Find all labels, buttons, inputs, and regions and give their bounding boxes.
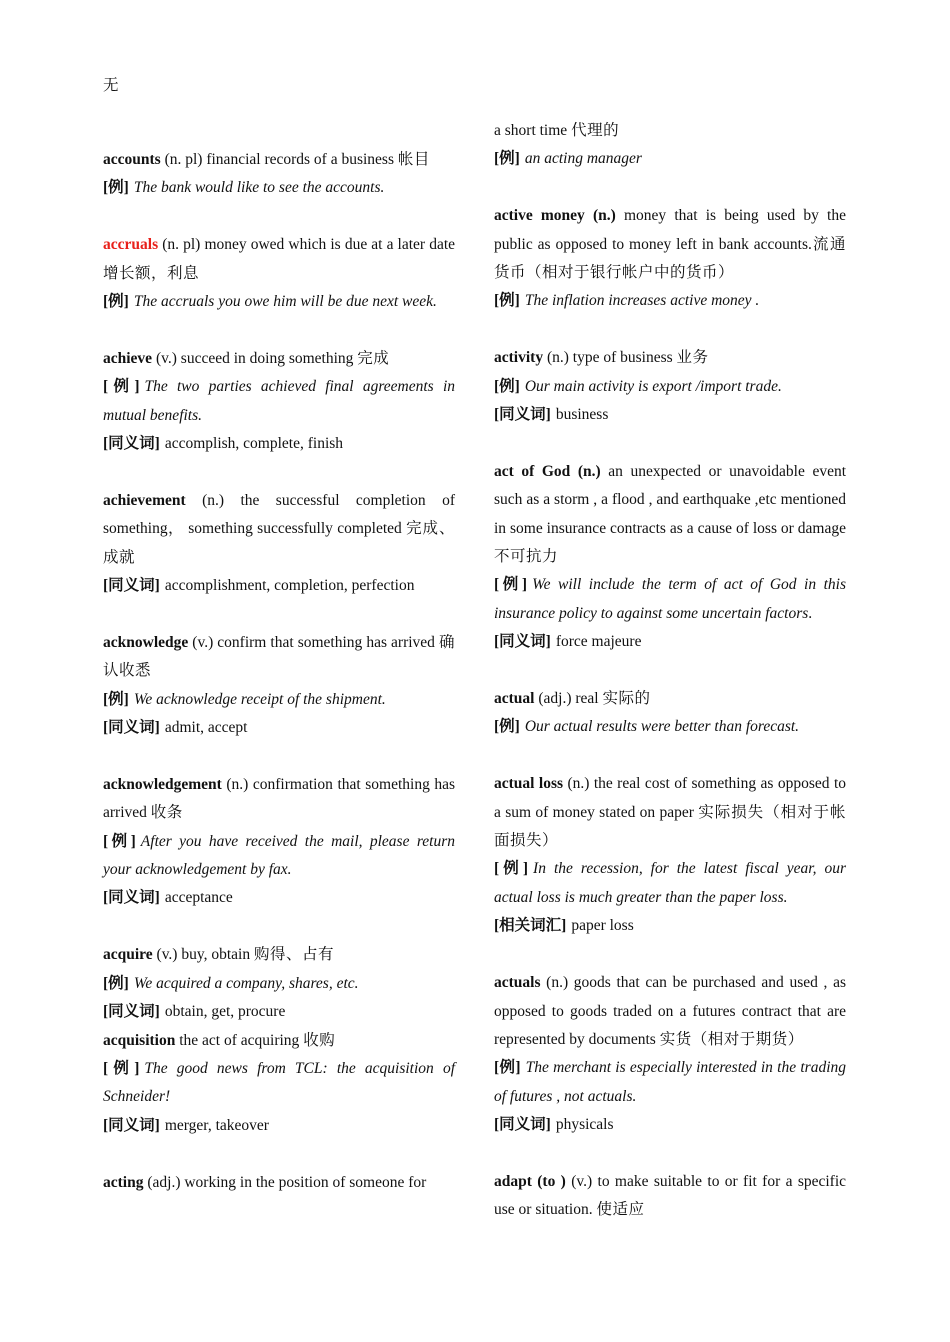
entry-synonyms: physicals xyxy=(555,1116,614,1134)
entry-pos: (v.) xyxy=(192,633,214,651)
entry-term: acting xyxy=(103,1173,144,1191)
synonym-label: [同义词] xyxy=(103,577,160,595)
entry-term: acquisition xyxy=(103,1031,176,1049)
entry-chinese: 增长额，利息 xyxy=(103,264,200,282)
entry-example: Our actual results were better than forecast. xyxy=(524,718,800,736)
entry-definition: confirm that something has arrived xyxy=(217,633,435,651)
entry-example: The good news from TCL: the acquisition of Schneider! xyxy=(103,1059,455,1106)
example-label: [例] xyxy=(494,150,520,168)
entry-chinese: 使适应 xyxy=(596,1201,645,1219)
example-label: [例] xyxy=(103,974,129,992)
entry-synonyms: force majeure xyxy=(555,633,642,651)
entry-term: activity xyxy=(494,349,544,367)
example-label: [例] xyxy=(103,832,136,850)
related-label: [相关词汇] xyxy=(494,917,567,935)
entry-example: After you have received the mail, please return your acknowledgement by fax. xyxy=(103,832,455,879)
entry-example: The merchant is especially interested in the trading of futures , not actuals. xyxy=(494,1059,846,1105)
entry-term: active money (n.) xyxy=(494,207,616,225)
right-column xyxy=(494,117,846,1225)
synonym-label: [同义词] xyxy=(103,719,160,737)
entry-pos: (n.) xyxy=(546,974,569,992)
example-label: [例] xyxy=(103,378,140,396)
entry-definition: confirmation that something has arrived xyxy=(103,775,456,822)
entry-definition: financial records of a business xyxy=(206,151,395,168)
entry-chinese: 收购 xyxy=(303,1031,336,1049)
example-label: [例] xyxy=(494,377,520,395)
entry-pos: (adj.) xyxy=(538,690,572,708)
entry-chinese: 实际的 xyxy=(602,690,651,708)
entry-term: achievement xyxy=(103,491,186,509)
entry-synonyms: admit, accept xyxy=(164,719,248,737)
entry-definition: buy, obtain xyxy=(181,946,251,964)
entry-accounts xyxy=(103,146,455,203)
entry-acknowledgement xyxy=(103,771,455,913)
entry-term: achieve xyxy=(103,349,153,367)
entry-pos: (n.) xyxy=(567,775,590,793)
entry-synonyms: merger, takeover xyxy=(164,1116,269,1134)
entry-example: The two parties achieved final agreements in mutual benefits. xyxy=(103,378,455,424)
entry-related-terms: paper loss xyxy=(571,917,634,935)
entry-chinese: 完成 xyxy=(357,349,390,367)
left-column xyxy=(103,0,455,1197)
entry-chinese: 流通货币（相对于银行帐户中的货币） xyxy=(494,235,846,282)
entry-term: actual loss xyxy=(494,775,564,793)
synonym-label: [同义词] xyxy=(494,406,551,424)
entry-chinese: 购得、占有 xyxy=(253,946,334,964)
entry-term: acknowledgement xyxy=(103,775,222,793)
entry-pos: (n.) xyxy=(202,491,225,509)
entry-definition: money that is being used by the public as opposed to money left in bank accounts. xyxy=(494,207,846,253)
example-label: [例] xyxy=(494,576,528,594)
synonym-label: [同义词] xyxy=(103,435,160,453)
entry-term: accounts xyxy=(103,151,161,168)
entry-chinese: 完成、成就 xyxy=(103,520,455,566)
entry-chinese: 代理的 xyxy=(571,122,620,139)
entry-chinese: 帐目 xyxy=(397,151,430,168)
entry-pos: (adj.) xyxy=(147,1173,181,1191)
entry-term-highlighted: accruals xyxy=(103,236,159,254)
entry-chinese: 业务 xyxy=(676,349,709,367)
entry-chinese: 确认收悉 xyxy=(103,633,455,680)
entry-acting-continued xyxy=(494,117,846,174)
entry-synonyms: accomplishment, completion, perfection xyxy=(164,577,415,595)
entry-term: acquire xyxy=(103,946,153,964)
entry-pos: (n. pl) xyxy=(162,236,201,254)
entry-definition: real xyxy=(575,690,599,708)
entry-definition-continued: a short time xyxy=(494,122,568,139)
entry-acting xyxy=(103,1169,455,1197)
synonym-label: [同义词] xyxy=(494,1116,551,1134)
entry-definition: working in the position of someone for xyxy=(184,1173,427,1191)
entry-chinese: 不可抗力 xyxy=(494,548,559,566)
entry-pos: (v.) xyxy=(571,1172,593,1190)
entry-definition: to make suitable to or fit for a specific use or situation. xyxy=(494,1172,847,1219)
entry-term: actuals xyxy=(494,974,541,992)
example-label: [例] xyxy=(494,718,520,736)
entry-actual xyxy=(494,685,846,742)
entry-term: actual xyxy=(494,690,535,708)
entry-acquire xyxy=(103,941,455,1026)
entry-example: The inflation increases active money . xyxy=(524,292,760,310)
entry-pos: (v.) xyxy=(155,349,177,367)
entry-chinese: 实货（相对于期货） xyxy=(659,1030,804,1048)
entry-synonyms: obtain, get, procure xyxy=(164,1003,286,1021)
entry-active-money xyxy=(494,202,846,316)
entry-actuals xyxy=(494,969,846,1139)
entry-example: We will include the term of act of God in this insurance policy to against some uncertain factors xyxy=(494,576,847,622)
entry-synonyms: acceptance xyxy=(164,889,233,907)
entry-term: adapt (to ) xyxy=(494,1172,566,1190)
entry-acknowledge xyxy=(103,629,455,743)
entry-definition: goods that can be purchased and used , as opposed to goods traded on a futures contract that are represented by documents xyxy=(494,974,846,1048)
entry-pos: (v.) xyxy=(156,946,178,964)
entry-term: act of God (n.) xyxy=(494,462,601,480)
entry-chinese: 收条 xyxy=(150,804,183,822)
synonym-label: [同义词] xyxy=(494,633,551,651)
entry-actual-loss xyxy=(494,770,846,940)
entry-accruals xyxy=(103,231,455,316)
example-label: [例] xyxy=(494,292,520,310)
entry-example: In the recession, for the latest fiscal year, our actual loss is much greater than the paper loss. xyxy=(494,860,847,906)
example-label: [例] xyxy=(103,293,129,311)
entry-pos: (n. pl) xyxy=(164,151,203,168)
example-label: [例] xyxy=(494,860,529,878)
entry-definition: an unexpected or unavoidable event such as a storm , a flood , and earthquake ,etc mentioned in some insurance contracts as a cause of loss or damage xyxy=(494,462,847,537)
entry-chinese: 实际损失（相对于帐面损失） xyxy=(494,803,846,850)
entry-definition: succeed in doing something xyxy=(180,349,354,367)
synonym-label: [同义词] xyxy=(103,1003,160,1021)
entry-definition: the successful completion of something， something successfully completed xyxy=(103,491,455,538)
entry-adapt xyxy=(494,1168,846,1225)
example-label: [例] xyxy=(103,179,129,197)
entry-pos: (n.) xyxy=(546,349,569,367)
entry-term: acknowledge xyxy=(103,633,189,651)
entry-example: The bank would like to see the accounts. xyxy=(133,179,385,197)
synonym-label: [同义词] xyxy=(103,889,160,907)
entry-definition: the real cost of something as opposed to a sum of money stated on paper xyxy=(494,775,846,821)
synonym-label: [同义词] xyxy=(103,1116,160,1134)
entry-example: The accruals you owe him will be due next week. xyxy=(133,293,437,311)
entry-synonyms: accomplish, complete, finish xyxy=(164,435,344,453)
example-label: [例] xyxy=(103,1059,140,1077)
entry-synonyms: business xyxy=(555,406,609,424)
entry-example: We acquired a company, shares, etc. xyxy=(133,974,359,992)
entry-example: Our main activity is export /import trade. xyxy=(524,377,782,395)
entry-act-of-god: act of God (n.) an unexpected or unavoidable event such as a storm , a flood , and earthquake ,etc mentioned in some insurance contracts as a cause of loss or damage 不可抗力 [例] We will include the term of act of God in this insurance policy to against some uncertain factors. [同义词] force majeure xyxy=(494,462,847,651)
entry-definition: the act of acquiring xyxy=(179,1031,300,1049)
entry-definition: type of business xyxy=(572,349,673,367)
page-header: 无 xyxy=(103,77,119,94)
entry-example: We acknowledge receipt of the shipment. xyxy=(133,690,386,708)
entry-pos: (n.) xyxy=(226,775,249,793)
entry-activity xyxy=(494,344,846,429)
example-label: [例] xyxy=(103,690,129,708)
example-label: [例] xyxy=(494,1059,521,1077)
entry-achievement xyxy=(103,487,455,601)
entry-acquisition xyxy=(103,1027,455,1141)
entry-definition: money owed which is due at a later date xyxy=(204,236,456,254)
entry-achieve xyxy=(103,345,455,459)
entry-example: an acting manager xyxy=(524,150,642,168)
